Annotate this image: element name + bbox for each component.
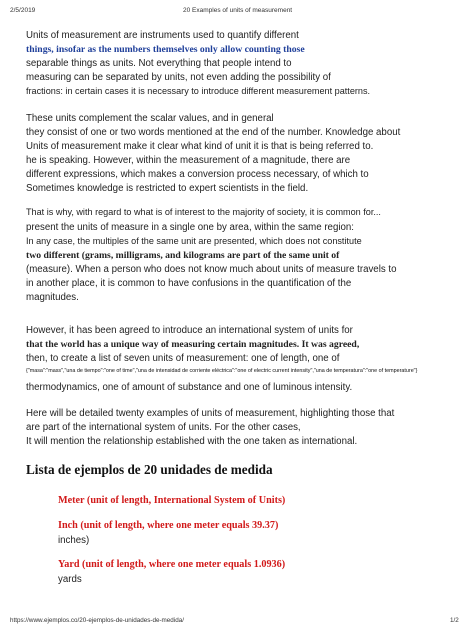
text-line: In any case, the multiples of the same unit are presented, which does not constitute [26,236,362,246]
text-line: present the units of measure in a single one by area, within the same region: [26,222,354,233]
section-heading: Lista de ejemplos de 20 unidades de medida [26,462,273,477]
text-line: It will mention the relationship established with the one taken as international. [26,436,358,447]
text-line: two different (grams, milligrams, and kilograms are part of the same unit of [26,250,340,261]
text-line: different expressions, which makes a conversion process necessary, of which to [26,169,369,180]
page-number: 1/2 [450,617,459,624]
text-line: magnitudes. [26,292,79,303]
text-line: measuring can be separated by units, not even adding the possibility of [26,72,331,83]
list-item-title: Meter (unit of length, International System of Units) [58,495,286,506]
text-line: However, it has been agreed to introduce an international system of units for [26,325,353,336]
text-line: Sometimes knowledge is restricted to expert scientists in the field. [26,183,309,194]
text-line: These units complement the scalar values, and in general [26,113,274,124]
text-line: Units of measurement are instruments used to quantify different [26,30,299,41]
text-line: fractions: in certain cases it is necessary to introduce different measurement patterns. [26,86,371,96]
print-title: 20 Examples of units of measurement [183,7,293,14]
json-text-line: {"masa":"mass","una de tiempo":"one of time","una de intensidad de corriente eléctrica":"one of electric current intensity","una de temperatura":"one of temperature"} [26,368,418,374]
text-line: That is why, with regard to what is of interest to the majority of society, it is common for... [26,207,381,217]
text-line: (measure). When a person who does not know much about units of measure travels to [26,264,397,275]
text-line: they consist of one or two words mentioned at the end of the number. Knowledge about [26,127,401,138]
footer-url[interactable]: https://www.ejemplos.co/20-ejemplos-de-unidades-de-medida/ [10,617,184,624]
text-line: thermodynamics, one of amount of substance and one of luminous intensity. [26,382,353,393]
print-date: 2/5/2019 [10,7,36,14]
text-line: separable things as units. Not everything that people intend to [26,58,292,69]
list-item-note: yards [58,574,82,585]
text-line: then, to create a list of seven units of measurement: one of length, one of [26,353,340,364]
text-line: Units of measurement make it clear what kind of unit it is that is being referred to. [26,141,374,152]
list-item-title: Inch (unit of length, where one meter equals 39.37) [58,520,279,531]
text-line: that the world has a unique way of measuring certain magnitudes. It was agreed, [26,339,360,350]
list-item-note: inches) [58,535,90,546]
text-line: are part of the international system of units. For the other cases, [26,422,301,433]
text-line: Here will be detailed twenty examples of units of measurement, highlighting those that [26,408,395,419]
list-item-title: Yard (unit of length, where one meter equals 1.0936) [58,559,286,570]
text-line: things, insofar as the numbers themselves only allow counting those [26,44,305,55]
text-line: he is speaking. However, within the measurement of a magnitude, there are [26,155,351,166]
text-line: in another place, it is common to have confusions in the quantification of the [26,278,352,289]
